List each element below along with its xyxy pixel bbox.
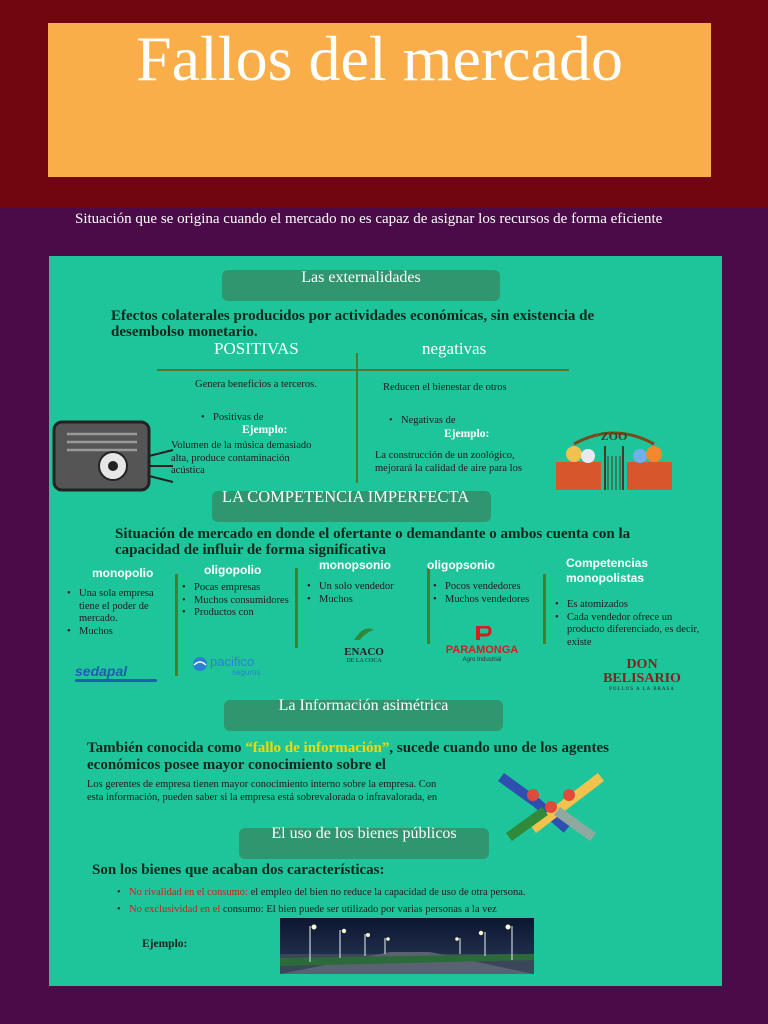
positive-bullet: • Positivas de: [201, 412, 331, 425]
page-subtitle: Situación que se origina cuando el mercado no es capaz de asignar los recursos de forma eficiente: [75, 211, 663, 227]
pacifico-logo: pacifico seguros: [192, 654, 292, 678]
competencia-monopolista-item: • Es atomizados: [555, 599, 705, 612]
positive-bullet-list: [201, 412, 331, 425]
don-belisario-logo: DON BELISARIO POLLOS A LA BRASA: [603, 657, 681, 692]
public-goods-intro: Son los bienes que acaban dos características:: [92, 862, 385, 878]
oligopolio-item: • Productos con: [182, 607, 294, 620]
information-detail: Los gerentes de empresa tienen mayor conocimiento interno sobre la empresa. Con esta información, pueden saber si la empresa está sobrevalorada o infravalorada, en: [87, 779, 438, 803]
public-goods-heading: El uso de los bienes públicos: [271, 825, 457, 842]
oligopolio-title: oligopolio: [204, 563, 262, 577]
monopolio-list: [67, 588, 167, 638]
divider-vertical: [356, 353, 358, 483]
column-divider-1: [175, 574, 178, 676]
paramonga-logo: PARAMONGA Agro Industrial: [432, 626, 532, 662]
negative-label: negativas: [422, 340, 487, 358]
public-goods-example-label: Ejemplo:: [142, 938, 188, 950]
exchange-hands-icon: [497, 771, 607, 843]
positive-example: Volumen de la música demasiado alta, produce contaminación acústica: [171, 440, 312, 476]
public-goods-list: [117, 886, 617, 916]
public-goods-item: • No rivalidad en el consumo: el empleo del bien no reduce la capacidad de uso de otra persona.: [117, 886, 617, 899]
zoo-sign: ZOO: [600, 429, 628, 443]
competencia-monopolista-item: • Cada vendedor ofrece un producto diferenciado, es decir, existe: [555, 612, 705, 650]
sedapal-logo: sedapal: [75, 664, 161, 682]
leaf-icon: [352, 626, 376, 642]
monopolio-title: monopolio: [92, 566, 154, 580]
paramonga-symbol-icon: [472, 626, 492, 640]
public-goods-item: • No exclusividad en el consumo: El bien puede ser utilizado por varias personas a la vez: [117, 903, 617, 916]
column-divider-4: [543, 574, 546, 644]
negative-description: Reducen el bienestar de otros: [383, 382, 507, 393]
monopsonio-item: • Un solo vendedor: [307, 581, 417, 594]
oligopsonio-item: • Muchos vendedores: [433, 594, 543, 607]
page-title: Fallos del mercado: [136, 23, 623, 94]
negative-bullet-list: [389, 415, 519, 428]
information-heading: La Información asimétrica: [278, 697, 449, 714]
content-panel: [49, 256, 722, 986]
information-highlight: “fallo de información”: [245, 740, 390, 756]
negative-example-label: Ejemplo:: [444, 428, 490, 440]
column-divider-2: [295, 568, 298, 648]
competencia-monopolista-title: Competencias monopolistas: [566, 556, 649, 585]
monopsonio-item: • Muchos: [307, 594, 417, 607]
externalities-heading: Las externalidades: [301, 269, 421, 286]
positive-label: POSITIVAS: [214, 340, 299, 358]
positive-example-label: Ejemplo:: [242, 424, 288, 436]
monopsonio-title: monopsonio: [319, 558, 391, 572]
speaker-icon: [49, 416, 159, 496]
monopsonio-list: [307, 581, 417, 606]
divider-horizontal: [157, 369, 569, 371]
enaco-logo: ENACO DE LA COCA: [334, 626, 394, 666]
oligopsonio-title: oligopsonio: [427, 558, 495, 572]
oligopsonio-list: [433, 581, 543, 606]
competition-heading: LA COMPETENCIA IMPERFECTA: [222, 488, 470, 506]
oligopolio-item: • Pocas empresas: [182, 582, 294, 595]
competition-definition: Situación de mercado en donde el ofertante o demandante o ambos cuenta con la capacidad de influir de forma significativa: [115, 526, 631, 558]
monopolio-item: • Una sola empresa tiene el poder de mercado.: [67, 588, 167, 626]
competencia-monopolista-list: [555, 599, 705, 649]
oligopolio-item: • Muchos consumidores: [182, 595, 294, 608]
pacifico-symbol-icon: [192, 656, 208, 672]
information-intro: También conocida como “fallo de información”, sucede cuando uno de los agentes económicos posee mayor conocimiento sobre el: [87, 740, 609, 773]
negative-bullet: • Negativas de: [389, 415, 519, 428]
positive-description: Genera beneficios a terceros.: [195, 379, 317, 390]
oligopolio-list: [182, 582, 294, 620]
oligopsonio-item: • Pocos vendedores: [433, 581, 543, 594]
monopolio-item: • Muchos: [67, 626, 167, 639]
externalities-definition: Efectos colaterales producidos por actividades económicas, sin existencia de desembolso monetario.: [111, 308, 595, 340]
street-lights-photo: [280, 918, 534, 974]
negative-example: La construcción de un zoológico, mejorará la calidad de aire para los: [375, 450, 522, 474]
